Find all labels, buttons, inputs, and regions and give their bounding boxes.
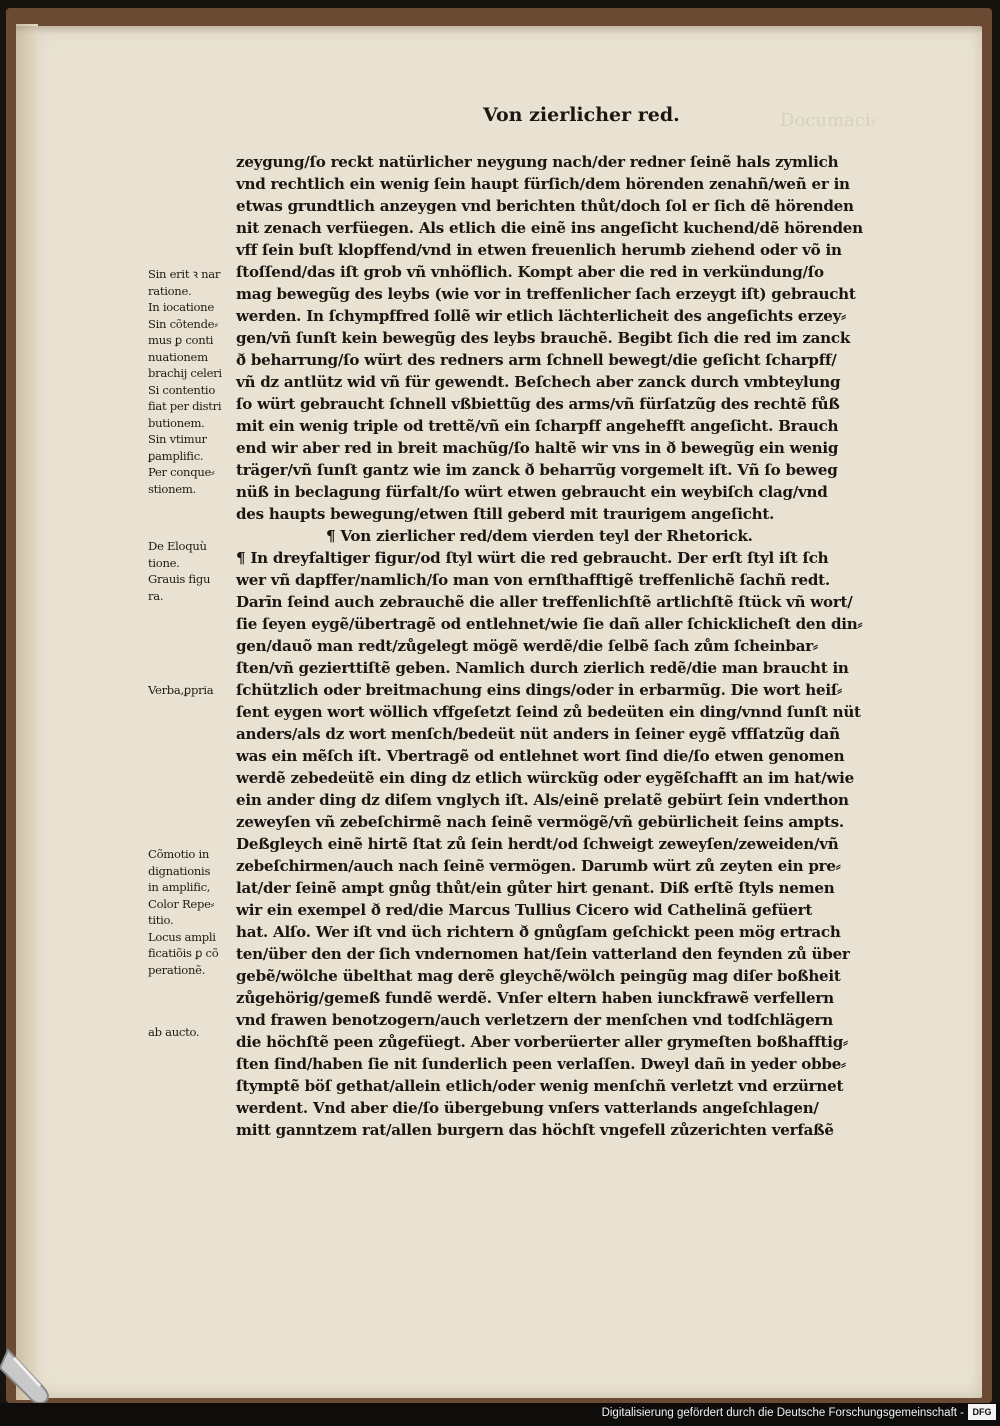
text-line: ſent eygen wort wöllich vffgeſetzt ſeind zů bedeüten ein ding/vnnd ſunſt nüt [236, 703, 861, 721]
text-line: hat. Alſo. Wer iſt vnd üch richtern ð gnůgſam geſchickt peen mög ertrach [236, 923, 841, 941]
text-line: vnd frawen benotzogern/auch verletzern der menſchen vnd todſchlägern [236, 1011, 833, 1029]
text-line: ſtoſſend/das iſt grob vñ vnhöflich. Kompt aber die red in verkündung/ſo [236, 263, 824, 281]
text-line: Deßgleych einẽ hirtẽ ſtat zů ſein herdt/od ſchweigt zeweyſen/zeweiden/vñ [236, 835, 839, 853]
text-line: vff ſein buſt klopffend/vnd in etwen freuenlich herumb ziehend oder võ in [236, 241, 842, 259]
text-line: zůgehörig/gemeß fundẽ werdẽ. Vnſer eltern haben iunckfrawẽ verfellern [236, 989, 834, 1007]
bleed-through-text: Documaci⸗ [780, 110, 877, 131]
margin-note: Verba,ꝑpria [148, 683, 214, 697]
text-line: vñ dz antlütz wid vñ für gewendt. Beſchech aber zanck durch vmbteylung [236, 373, 841, 391]
text-line: ð beharrung/ſo würt des redners arm ſchnell bewegt/die geſicht ſcharpff/ [236, 351, 837, 369]
text-line: etwas grundtlich anzeygen vnd berichten thůt/doch ſol er ſich dẽ hörenden [236, 197, 854, 215]
text-line: gebẽ/wölche übelthat mag derẽ gleychẽ/wölch peingũg mag diſer boßheit [236, 967, 841, 985]
margin-note: Cõmotio in dignationis in amplific, Color Repe⸗ titio. Locus ampli ficatiõis ꝑ cõ perationẽ. [148, 847, 219, 977]
text-line: Darīn ſeind auch zebrauchẽ die aller treffenlichſtẽ artlichſtẽ ſtück vñ wort/ [236, 593, 853, 611]
text-line: werdent. Vnd aber die/ſo übergebung vnſers vatterlands angeſchlagen/ [236, 1099, 819, 1117]
text-line: vnd rechtlich ein wenig ſein haupt fürſich/dem hörenden zenahñ/weñ er in [236, 175, 850, 193]
text-line: zeweyſen vñ zebeſchirmẽ nach ſeinẽ vermögẽ/vñ gebürlicheit ſeins ampts. [236, 813, 844, 831]
margin-note: Sin erit ꝛ nar ratione. In iocatione Sin cõtende⸗ mus ꝑ conti nuationem brachij celeri Si contentio fiat per distri butionem. Sin vtimur ꝑamplific. Per conque⸗ stionem. [148, 267, 222, 496]
text-line: ten/über den der ſich vndernomen hat/ſein vatterland den feynden zů über [236, 945, 850, 963]
text-line: ein ander ding dz diſem vnglych iſt. Als/einẽ prelatẽ gebürt ſein vnderthon [236, 791, 849, 809]
text-line: mag bewegũg des leybs (wie vor in treffenlicher ſach erzeygt iſt) gebraucht [236, 285, 856, 303]
text-line: zebeſchirmen/auch nach ſeinẽ vermögen. Darumb würt zů zeyten ein pre⸗ [236, 857, 841, 875]
text-line: was ein mẽſch iſt. Vbertragẽ od entlehnet wort ſind die/ſo etwen genomen [236, 747, 845, 765]
text-line: lat/der ſeinẽ ampt gnůg thůt/ein gůter hirt genant. Diß erſtẽ ſtyls nemen [236, 879, 835, 897]
text-line: ſten/vñ gezierttiſtẽ geben. Namlich durch zierlich redẽ/die man braucht in [236, 659, 849, 677]
text-line: ſie ſeyen eygẽ/übertragẽ od entlehnet/wie ſie dañ aller ſchicklicheſt den din⸗ [236, 615, 863, 633]
text-line: ¶ In dreyfaltiger figur/od ſtyl würt die red gebraucht. Der erſt ſtyl iſt ſch [236, 549, 829, 567]
book-clip [0, 1330, 70, 1406]
page-top-shadow [16, 26, 982, 34]
text-line: die höchſtẽ peen zůgefüegt. Aber vorberüerter aller grymeſten boßhafftig⸗ [236, 1033, 848, 1051]
text-line: zeygung/ſo reckt natürlicher neygung nach/der redner ſeinẽ hals zymlich [236, 153, 839, 171]
page-gutter [16, 24, 38, 1400]
margin-note: ab aucto. [148, 1025, 200, 1039]
text-line: ſo würt gebraucht ſchnell vßbiettũg des arms/vñ fürſatzũg des rechtẽ fůß [236, 395, 840, 413]
text-line: end wir aber red in breit machũg/ſo haltẽ wir vns in ð bewegũg ein wenig [236, 439, 839, 457]
running-head: Von zierlicher red. [483, 104, 680, 126]
text-line: träger/vñ ſunſt gantz wie im zanck ð beharrũg vorgemelt iſt. Vñ ſo beweg [236, 461, 838, 479]
section-heading: ¶ Von zierlicher red/dem vierden teyl der Rhetorick. [326, 527, 753, 545]
clip-shape [0, 1350, 48, 1403]
text-line: werdẽ zebedeütẽ ein ding dz etlich würckũg oder eygẽſchafft an im hat/wie [236, 769, 854, 787]
text-line: nüß in beclagung fürfalt/ſo würt etwen gebraucht ein weybiſch clag/vnd [236, 483, 828, 501]
text-line: werden. In ſchympffred ſollẽ wir etlich lächterlicheit des angeſichts erzey⸗ [236, 307, 846, 325]
margin-note: De Eloquù tione. Grauis figu ra. [148, 539, 211, 603]
footer-credit: Digitalisierung gefördert durch die Deutsche Forschungsgemeinschaft - [601, 1407, 964, 1419]
dfg-logo: DFG [968, 1404, 996, 1420]
text-line: ſten ſind/haben ſie nit ſunderlich peen verlaſſen. Dweyl dañ in yeder obbe⸗ [236, 1055, 846, 1073]
text-line: mit ein wenig triple od trettẽ/vñ ein ſcharpff angehefft angeſicht. Brauch [236, 417, 839, 435]
text-line: wir ein exempel ð red/die Marcus Tullius Cicero wid Cathelinã gefüert [236, 901, 813, 919]
text-line: nit zenach verfüegen. Als etlich die einẽ ins angeſicht kuchend/dẽ hörenden [236, 219, 863, 237]
text-line: des haupts bewegung/etwen ſtill geberd mit traurigem angeſicht. [236, 505, 775, 523]
text-line: gen/vñ ſunſt kein bewegũg des leybs brauchẽ. Begibt ſich die red im zanck [236, 329, 851, 347]
text-line: mitt ganntzem rat/allen burgern das höchſt vngefell zůzerichten verfaßẽ [236, 1121, 834, 1139]
text-line: ſtymptẽ böſ gethat/allein etlich/oder wenig menſchñ verletzt vnd erzürnet [236, 1077, 844, 1095]
text-line: wer vñ dapffer/namlich/ſo man von ernſthafftigẽ treffenlichẽ ſachñ redt. [236, 571, 830, 589]
text-line: ſchützlich oder breitmachung eins dings/oder in erbarmũg. Die wort heiſ⸗ [236, 681, 842, 699]
text-line: anders/als dz wort menſch/bedeüt nüt anders in ſeiner eygẽ vffſatzũg dañ [236, 725, 840, 743]
text-line: gen/dauõ man redt/zůgelegt mögẽ werdẽ/die ſelbẽ ſach zům ſcheinbar⸗ [236, 637, 818, 655]
